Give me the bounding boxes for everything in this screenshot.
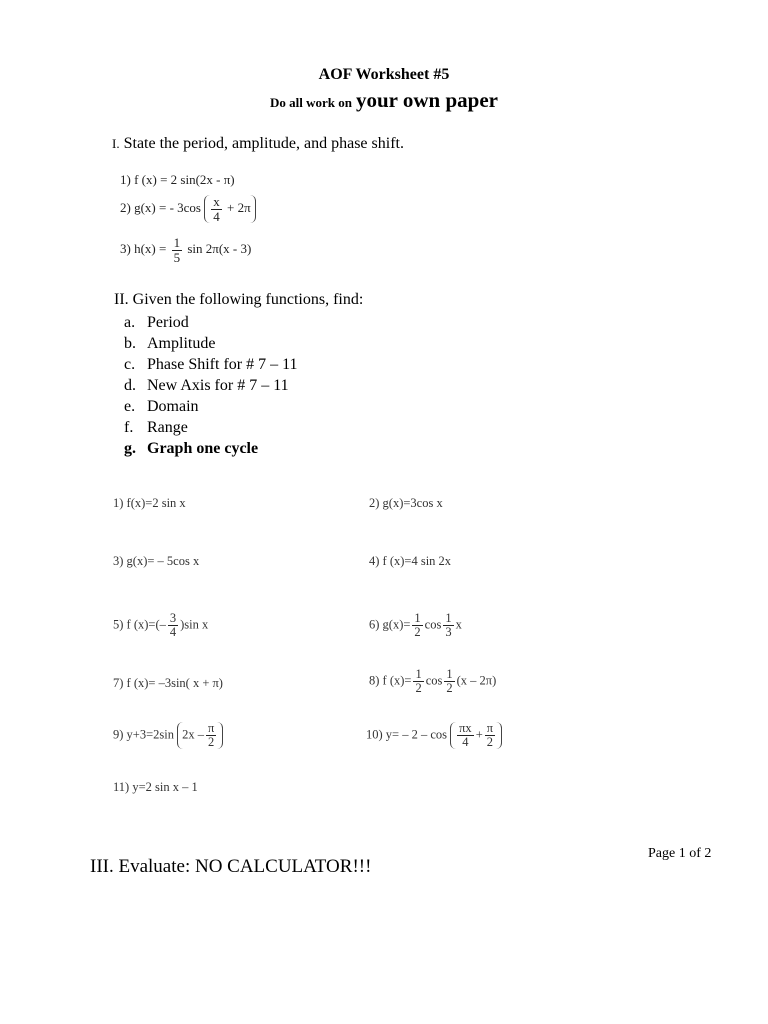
problem-4: 4) f (x)=4 sin 2x [369,554,452,568]
worksheet-title: AOF Worksheet #5 [318,66,450,83]
list-item: d. New Axis for # 7 – 11 [124,377,289,394]
problem-10: 10) y= – 2 – cos $\frac{\pi x}{4}$ + $\frac{\pi}{2}$ [366,722,502,749]
list-item: c. Phase Shift for # 7 – 11 [124,356,298,373]
p6-fraction-2: $\frac{1}{3}$ [445,611,452,640]
s1-p2-paren: $\frac{x}{4}$ + 2π [204,195,255,223]
list-item: g. Graph one cycle [124,440,259,457]
section-3-heading: III. Evaluate: NO CALCULATOR!!! [90,856,372,877]
problem-6: 6) g(x)= $\frac{1}{2}$ cos $\frac{1}{3}$ x [369,611,462,640]
p5-fraction: $\frac{3}{4}$ [169,611,177,640]
problem-1: 1) f(x)=2 sin x [113,496,186,510]
problem-2: 2) g(x)=3cos x [369,496,443,510]
p10-paren: $\frac{\pi x}{4}$ + $\frac{\pi}{2}$ [450,722,502,749]
s1-problem-3: 3) h(x) = $\frac{1}{5}$ sin 2π(x - 3) [120,235,252,265]
s1-p2-fraction: $\frac{x}{4}$ [213,194,220,224]
problem-3: 3) g(x)= – 5cos x [113,554,200,568]
page-number: Page 1 of 2 [648,846,712,861]
list-item: a. Period [124,314,189,331]
problem-8: 8) f (x)= $\frac{1}{2}$ cos $\frac{1}{2}$ (x – 2π) [369,667,497,696]
subtitle-small: Do all work on [270,95,352,110]
p9-paren: 2x – $\frac{\pi}{2}$ [177,722,223,749]
problem-9: 9) y+3=2sin 2x – $\frac{\pi}{2}$ [113,722,223,749]
s1-problem-2: 2) g(x) = - 3cos $\frac{x}{4}$ + 2π [120,195,256,223]
section-1-text: State the period, amplitude, and phase shift. [123,135,404,152]
s1-p3-fraction: $\frac{1}{5}$ [173,235,181,265]
list-item: b. Amplitude [124,335,216,352]
p8-fraction-1: $\frac{1}{2}$ [415,667,422,696]
s1-problem-1: 1) f (x) = 2 sin(2x - π) [120,172,235,187]
p10-fraction-2: $\frac{\pi}{2}$ [486,721,494,750]
section-2-list [124,312,298,459]
worksheet-subtitle [0,88,768,113]
p9-fraction: $\frac{\pi}{2}$ [207,721,215,750]
problem-5: 5) f (x)=(– $\frac{3}{4}$ )sin x [113,611,209,640]
p6-fraction-1: $\frac{1}{2}$ [414,611,421,640]
section-2-heading: II. Given the following functions, find: [114,291,364,308]
subtitle-big: your own paper [356,88,498,112]
list-item: f. Range [124,419,188,436]
p8-fraction-2: $\frac{1}{2}$ [446,667,453,696]
section-1-heading [112,135,404,153]
section-1-numeral: I. [112,136,120,151]
list-item: e. Domain [124,398,199,415]
p10-fraction-1: $\frac{\pi x}{4}$ [459,721,472,750]
problem-11: 11) y=2 sin x – 1 [113,780,198,794]
problem-7: 7) f (x)= –3sin( x + π) [113,676,223,690]
